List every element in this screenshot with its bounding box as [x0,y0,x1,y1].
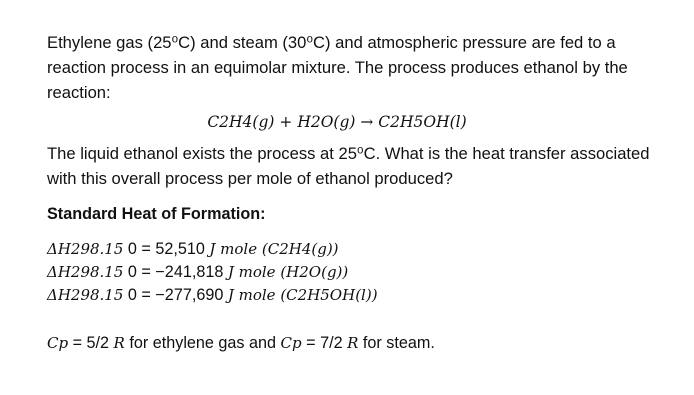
enthalpy-unit: J mole [227,263,276,281]
plus-sign: + [279,113,293,131]
gas-constant-symbol: R [347,334,359,352]
document-body [47,30,677,355]
reactant-ethylene: C2H4(g) [207,113,275,131]
problem-paragraph-2: The liquid ethanol exists the process at 25⁰C. What is the heat transfer associated with this overall process per mole of ethanol produced? [47,144,650,188]
heat-of-formation-list [47,238,677,307]
enthalpy-symbol: ΔH298.15 [47,240,124,258]
cp-symbol-steam: Cp [280,334,302,352]
heat-of-formation-heading: Standard Heat of Formation: [47,205,266,223]
problem-paragraph-1: Ethylene gas (25⁰C) and steam (30⁰C) and atmospheric pressure are fed to a reaction process in an equimolar mixture. The process produces ethanol by the reaction: [47,33,628,102]
reaction-arrow: → [360,113,374,131]
product-ethanol: C2H5OH(l) [378,113,467,131]
heat-capacity-line [47,331,677,355]
enthalpy-symbol: ΔH298.15 [47,263,124,281]
enthalpy-value: −241,818 [150,263,228,281]
reactant-water: H2O(g) [297,113,356,131]
zero-equals: 0 = [123,263,151,281]
heat-of-formation-row-ethanol [47,284,677,307]
cp-symbol-ethylene: Cp [47,334,69,352]
cp-text-steam: for steam. [358,334,435,352]
reaction-equation [47,111,627,133]
species-label: (C2H4(g)) [257,240,339,258]
zero-equals: 0 = [123,286,151,304]
enthalpy-unit: J mole [227,286,276,304]
zero-equals: 0 = [123,240,151,258]
heat-of-formation-row-ethylene [47,238,677,261]
cp-value-ethylene: = 5/2 [68,334,114,352]
species-label: (H2O(g)) [275,263,349,281]
enthalpy-symbol: ΔH298.15 [47,286,124,304]
enthalpy-value: 52,510 [150,240,210,258]
cp-text-ethylene: for ethylene gas and [124,334,281,352]
species-label: (C2H5OH(l)) [275,286,378,304]
enthalpy-value: −277,690 [150,286,228,304]
cp-value-steam: = 7/2 [301,334,348,352]
heat-of-formation-row-water [47,261,677,284]
gas-constant-symbol: R [113,334,125,352]
enthalpy-unit: J mole [209,240,258,258]
